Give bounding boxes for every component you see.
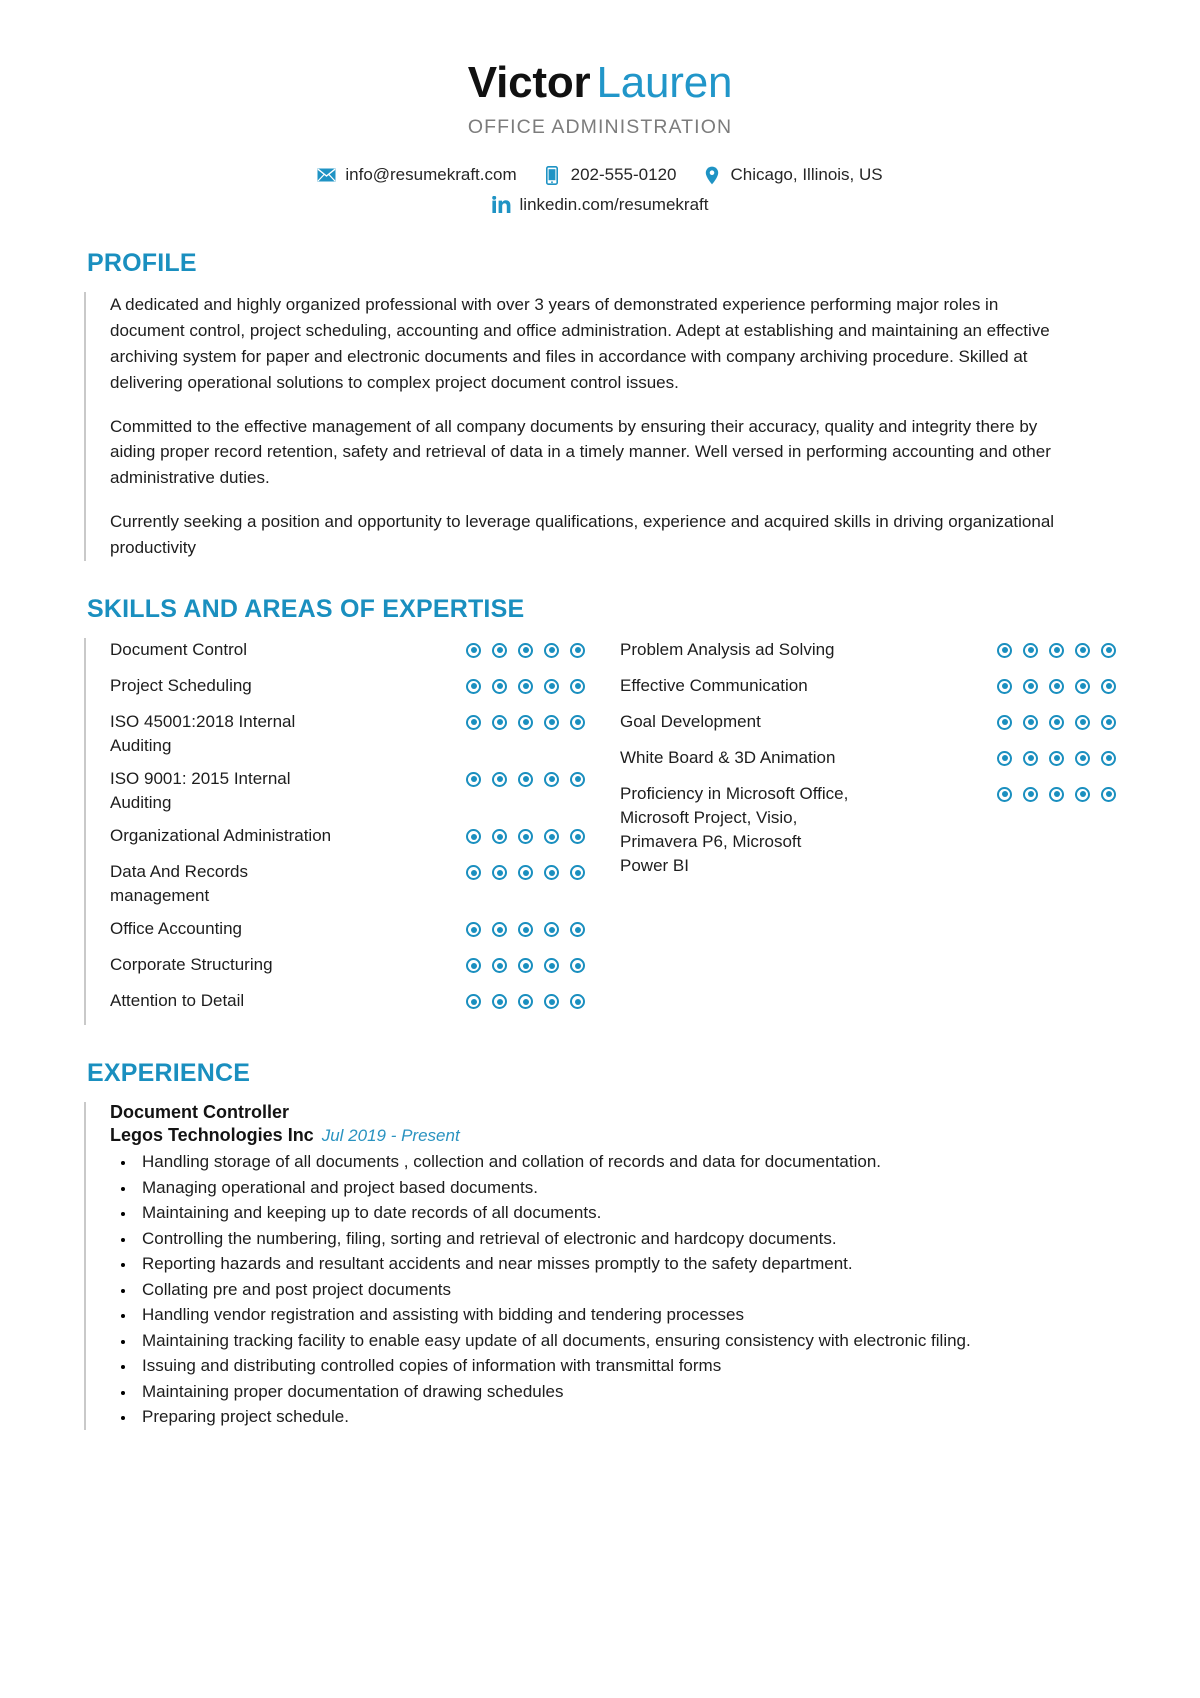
rating-dot [544,994,559,1009]
experience-section-title: EXPERIENCE [87,1059,251,1088]
rating-dot [544,958,559,973]
rating-dot [1049,715,1064,730]
rating-dot [1023,715,1038,730]
rating-dot [492,922,507,937]
rating-dot [544,829,559,844]
skill-rating [997,638,1116,658]
rating-dot [1049,787,1064,802]
job-bullet: • Maintaining tracking facility to enable easy update of all documents, ensuring consistency with electronic filing. [136,1329,1056,1353]
rating-dot [997,787,1012,802]
rating-dot [1023,751,1038,766]
rating-dot [544,865,559,880]
job-bullet: • Reporting hazards and resultant accidents and near misses promptly to the safety department. [136,1252,1056,1276]
section-profile [84,249,1116,560]
contact-email[interactable] [317,165,516,185]
job-bullet: • Maintaining and keeping up to date records of all documents. [136,1201,1056,1225]
rating-dot [518,679,533,694]
contact-phone[interactable] [543,165,677,185]
phone-icon [543,166,562,185]
skill-label: ISO 45001:2018 Internal Auditing [110,711,296,755]
skill-rating [466,638,585,658]
rating-dot [997,679,1012,694]
skill-label: Attention to Detail [110,991,245,1011]
rating-dot [544,715,559,730]
rating-dot [466,829,481,844]
rating-dot [518,772,533,787]
rating-dot [518,994,533,1009]
skill-rating [997,746,1116,766]
rating-dot [570,994,585,1009]
skill-item [110,710,585,758]
contact-row-primary [84,165,1116,185]
skill-label: Office Accounting [110,919,242,939]
rating-dot [466,643,481,658]
rating-dot [466,715,481,730]
job-bullet-list [110,1150,1116,1429]
rating-dot [570,643,585,658]
experience-entry [110,1102,1116,1429]
skill-label: Effective Communication [620,675,808,695]
skill-label: Proficiency in Microsoft Office, Microsoft Project, Visio, Primavera P6, Microsoft Power BI [620,783,849,876]
section-skills [84,595,1116,1026]
rating-dot [570,829,585,844]
rating-dot [466,958,481,973]
first-name: Victor [467,58,591,107]
last-name: Lauren [596,58,733,107]
rating-dot [492,679,507,694]
rating-dot [518,958,533,973]
rating-dot [466,994,481,1009]
skill-label: Problem Analysis ad Solving [620,639,835,659]
skill-item [110,917,585,944]
rating-dot [544,772,559,787]
skill-label: Corporate Structuring [110,955,273,975]
rating-dot [518,643,533,658]
skill-rating [466,767,585,787]
rating-dot [518,829,533,844]
skill-item [110,860,585,908]
rating-dot [1101,643,1116,658]
skill-rating [466,674,585,694]
rating-dot [997,643,1012,658]
rating-dot [1075,643,1090,658]
rating-dot [997,715,1012,730]
job-bullet: • Collating pre and post project documents [136,1278,1056,1302]
resume-header [84,48,1116,215]
rating-dot [1023,643,1038,658]
contact-linkedin-text: linkedin.com/resumekraft [519,195,709,215]
rating-dot [1075,787,1090,802]
skill-label: Document Control [110,639,248,659]
rating-dot [466,922,481,937]
rating-dot [1049,679,1064,694]
rating-dot [1049,643,1064,658]
rating-dot [1075,751,1090,766]
rating-dot [997,751,1012,766]
candidate-job-title: OFFICE ADMINISTRATION [467,116,733,139]
job-bullet: • Handling vendor registration and assisting with bidding and tendering processes [136,1303,1056,1327]
skill-rating [997,710,1116,730]
rating-dot [570,958,585,973]
rating-dot [570,772,585,787]
skill-item [110,767,585,815]
skill-rating [466,824,585,844]
rating-dot [544,922,559,937]
experience-body [84,1102,1116,1429]
skill-item [110,638,585,665]
skill-rating [466,860,585,880]
skills-right-column [620,638,1116,1026]
rating-dot [1101,679,1116,694]
rating-dot [518,865,533,880]
rating-dot [492,715,507,730]
rating-dot [544,679,559,694]
profile-paragraph: Currently seeking a position and opportunity to leverage qualifications, experience and acquired skills in driving organizational productivity [110,512,1055,557]
rating-dot [1101,787,1116,802]
profile-body [84,292,1116,560]
rating-dot [518,715,533,730]
profile-paragraph: Committed to the effective management of all company documents by ensuring their accuracy, quality and integrity there by aiding proper record retention, safety and retrieval of data in a timely manner. Well versed in performing accounting and other administrative duties. [110,416,1051,488]
rating-dot [570,715,585,730]
rating-dot [1023,679,1038,694]
skill-label: Goal Development [620,711,761,731]
skills-left-column [110,638,585,1026]
contact-email-text: info@resumekraft.com [345,165,517,185]
rating-dot [466,865,481,880]
skill-item [110,953,585,980]
rating-dot [1101,751,1116,766]
job-bullet: • Controlling the numbering, filing, sorting and retrieval of electronic and hardcopy documents. [136,1227,1056,1251]
skills-grid [110,638,1116,1026]
location-pin-icon [703,166,722,185]
rating-dot [518,922,533,937]
skill-rating [997,782,1116,802]
profile-paragraph: A dedicated and highly organized professional with over 3 years of demonstrated experience performing major roles in document control, project scheduling, accounting and office administration. Adept at establishing and maintaining an effective archiving system for paper and electronic documents and files in accordance with company archiving procedure. Skilled at delivering operational solutions to complex project document control issues. [110,295,1050,392]
skill-rating [466,989,585,1009]
skill-label: Project Scheduling [110,675,252,695]
candidate-name [84,58,1116,107]
contact-location [703,165,883,185]
skills-section-title: SKILLS AND AREAS OF EXPERTISE [87,594,525,623]
envelope-icon [317,166,336,185]
skill-item [620,782,1116,879]
job-bullet: • Handling storage of all documents , collection and collation of records and data for documentation. [136,1150,1056,1174]
rating-dot [570,679,585,694]
job-bullet: • Managing operational and project based documents. [136,1176,1056,1200]
skill-rating [466,917,585,937]
skill-item [620,746,1116,773]
contact-phone-text: 202-555-0120 [570,165,677,185]
profile-section-title: PROFILE [87,249,197,278]
rating-dot [1075,715,1090,730]
rating-dot [492,994,507,1009]
rating-dot [466,679,481,694]
job-role: Document Controller [110,1102,290,1123]
skill-item [620,710,1116,737]
skill-rating [997,674,1116,694]
contact-row-secondary [84,195,1116,215]
rating-dot [492,829,507,844]
rating-dot [1049,751,1064,766]
job-company-line [110,1125,1116,1146]
skill-label: White Board & 3D Animation [620,747,836,767]
section-experience [84,1059,1116,1429]
job-bullet: • Preparing project schedule. [136,1405,1056,1429]
job-dates: Jul 2019 - Present [321,1126,460,1146]
rating-dot [1101,715,1116,730]
rating-dot [570,865,585,880]
job-bullet: • Issuing and distributing controlled copies of information with transmittal forms [136,1354,1056,1378]
rating-dot [492,643,507,658]
linkedin-icon [492,196,511,215]
contact-location-text: Chicago, Illinois, US [730,165,883,185]
skill-rating [466,953,585,973]
skill-item [110,824,585,851]
rating-dot [492,958,507,973]
skill-item [620,674,1116,701]
rating-dot [544,643,559,658]
skill-item [620,638,1116,665]
rating-dot [570,922,585,937]
rating-dot [492,865,507,880]
skill-label: ISO 9001: 2015 Internal Auditing [110,768,291,813]
rating-dot [1075,679,1090,694]
rating-dot [492,772,507,787]
job-bullet: • Maintaining proper documentation of drawing schedules [136,1380,1056,1404]
rating-dot [466,772,481,787]
skill-rating [466,710,585,730]
skill-label: Organizational Administration [110,826,332,846]
skill-label: Data And Records management [110,862,248,906]
contact-linkedin[interactable] [492,195,709,215]
skill-item [110,989,585,1016]
skill-item [110,674,585,701]
rating-dot [1023,787,1038,802]
skills-body [84,638,1116,1026]
job-company: Legos Technologies Inc [110,1125,314,1146]
